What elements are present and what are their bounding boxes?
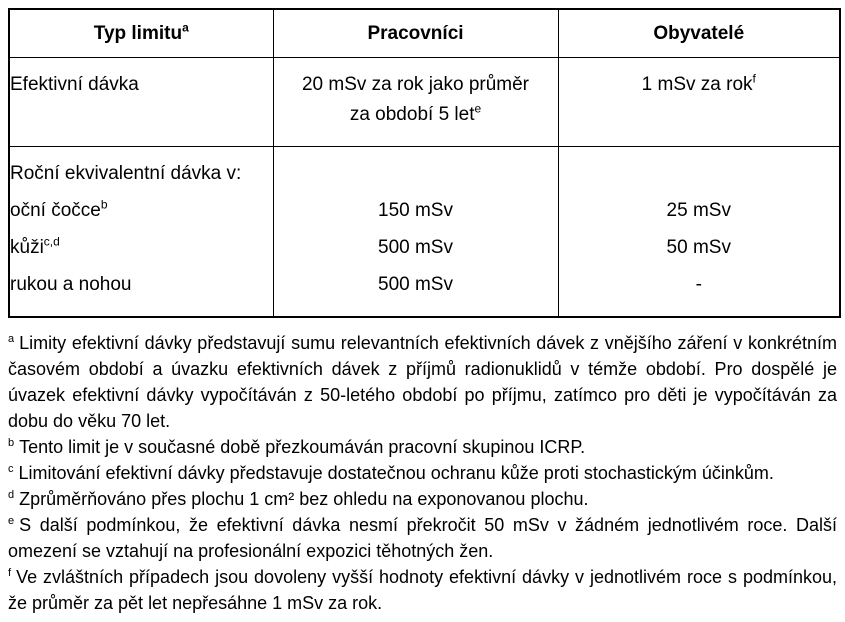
footnote-b	[8, 434, 837, 460]
organ-hands-feet	[10, 266, 273, 303]
organ-eye-lens	[10, 192, 273, 229]
organ-skin-label: kůži	[10, 237, 44, 258]
footnote-f-text: Ve zvláštních případech jsou dovoleny vyšší hodnoty efektivní dávky v jednotlivém roce s podmínkou, že průměr za pět let nepřesáhne 1 mSv za rok.	[8, 567, 837, 613]
effective-dose-workers-line2: za období 5 let	[349, 104, 475, 125]
footnote-d-text: Zprůměrňováno přes plochu 1 cm² bez ohledu na exponovanou plochu.	[19, 489, 589, 509]
footnote-d	[8, 486, 837, 512]
footnote-c-marker: c	[8, 463, 14, 475]
organ-hands-feet-label: rukou a nohou	[10, 274, 132, 295]
header-obyvatele	[558, 9, 840, 58]
header-pracovnici	[273, 9, 558, 58]
footnote-e	[8, 512, 837, 564]
footnote-f-marker: f	[8, 567, 12, 579]
organ-eye-lens-label: oční čočce	[10, 200, 101, 221]
footnote-ref-a: a	[182, 20, 189, 35]
equivalent-dose-residents-cell	[558, 147, 840, 318]
footnote-b-text: Tento limit je v současné době přezkoumáván pracovní skupinou ICRP.	[19, 437, 586, 457]
header-pracovnici-label: Pracovníci	[367, 22, 464, 44]
effective-dose-workers-cell	[273, 58, 558, 147]
header-obyvatele-label: Obyvatelé	[653, 22, 745, 44]
residents-eye-lens-value: 25 mSv	[666, 200, 731, 221]
footnote-c	[8, 460, 837, 486]
footnote-a-text: Limity efektivní dávky představují sumu relevantních efektivních dávek z vnějšího záření v konkrétním časovém období a úvazku efektivních dávek z příjmů radionuklidů v témže období. Pro dospělé je úvazek efektivní dávky vypočítáván z 50-letého období po příjmu, zatímco pro děti je vypočítáván za dobu do věku 70 let.	[8, 333, 837, 431]
footnote-ref-f: f	[752, 71, 756, 86]
footnote-a	[8, 330, 837, 434]
spacer-line	[274, 155, 558, 192]
effective-dose-residents-value: 1 mSv za rok	[641, 74, 753, 95]
residents-hands-feet-value: -	[695, 274, 702, 295]
effective-dose-label-cell	[9, 58, 273, 147]
header-typ-limitu-label: Typ limitu	[93, 22, 183, 44]
table-header-row	[9, 9, 840, 58]
footnote-e-marker: e	[8, 515, 15, 527]
spacer-line	[559, 155, 840, 192]
workers-hands-feet-value: 500 mSv	[378, 274, 453, 295]
effective-dose-residents-cell	[558, 58, 840, 147]
effective-dose-row	[9, 58, 840, 147]
footnote-ref-cd: c,d	[43, 234, 60, 249]
footnote-ref-e: e	[474, 101, 482, 116]
footnote-b-marker: b	[8, 437, 15, 449]
workers-skin-value: 500 mSv	[378, 237, 453, 258]
equivalent-dose-labels-cell	[9, 147, 273, 318]
footnote-ref-b: b	[100, 197, 108, 212]
equivalent-dose-workers-cell	[273, 147, 558, 318]
footnote-f	[8, 564, 837, 616]
effective-dose-workers-line2-wrap	[274, 100, 558, 130]
header-typ-limitu	[9, 9, 273, 58]
footnotes	[8, 330, 837, 616]
effective-dose-workers-line1: 20 mSv za rok jako průměr	[301, 74, 530, 95]
workers-eye-lens-value: 150 mSv	[378, 200, 453, 221]
footnote-e-text: S další podmínkou, že efektivní dávka nesmí překročit 50 mSv v žádném jednotlivém roce. Další omezení se vztahují na profesionální expozici těhotných žen.	[8, 515, 837, 561]
equivalent-dose-row	[9, 147, 840, 318]
equivalent-dose-heading: Roční ekvivalentní dávka v:	[10, 163, 242, 184]
organ-skin	[10, 229, 273, 266]
footnote-d-marker: d	[8, 489, 15, 501]
footnote-c-text: Limitování efektivní dávky představuje dostatečnou ochranu kůže proti stochastickým účinkům.	[18, 463, 774, 483]
dose-limits-table	[8, 8, 841, 318]
footnote-a-marker: a	[8, 333, 15, 345]
effective-dose-label: Efektivní dávka	[10, 74, 139, 95]
residents-skin-value: 50 mSv	[666, 237, 731, 258]
